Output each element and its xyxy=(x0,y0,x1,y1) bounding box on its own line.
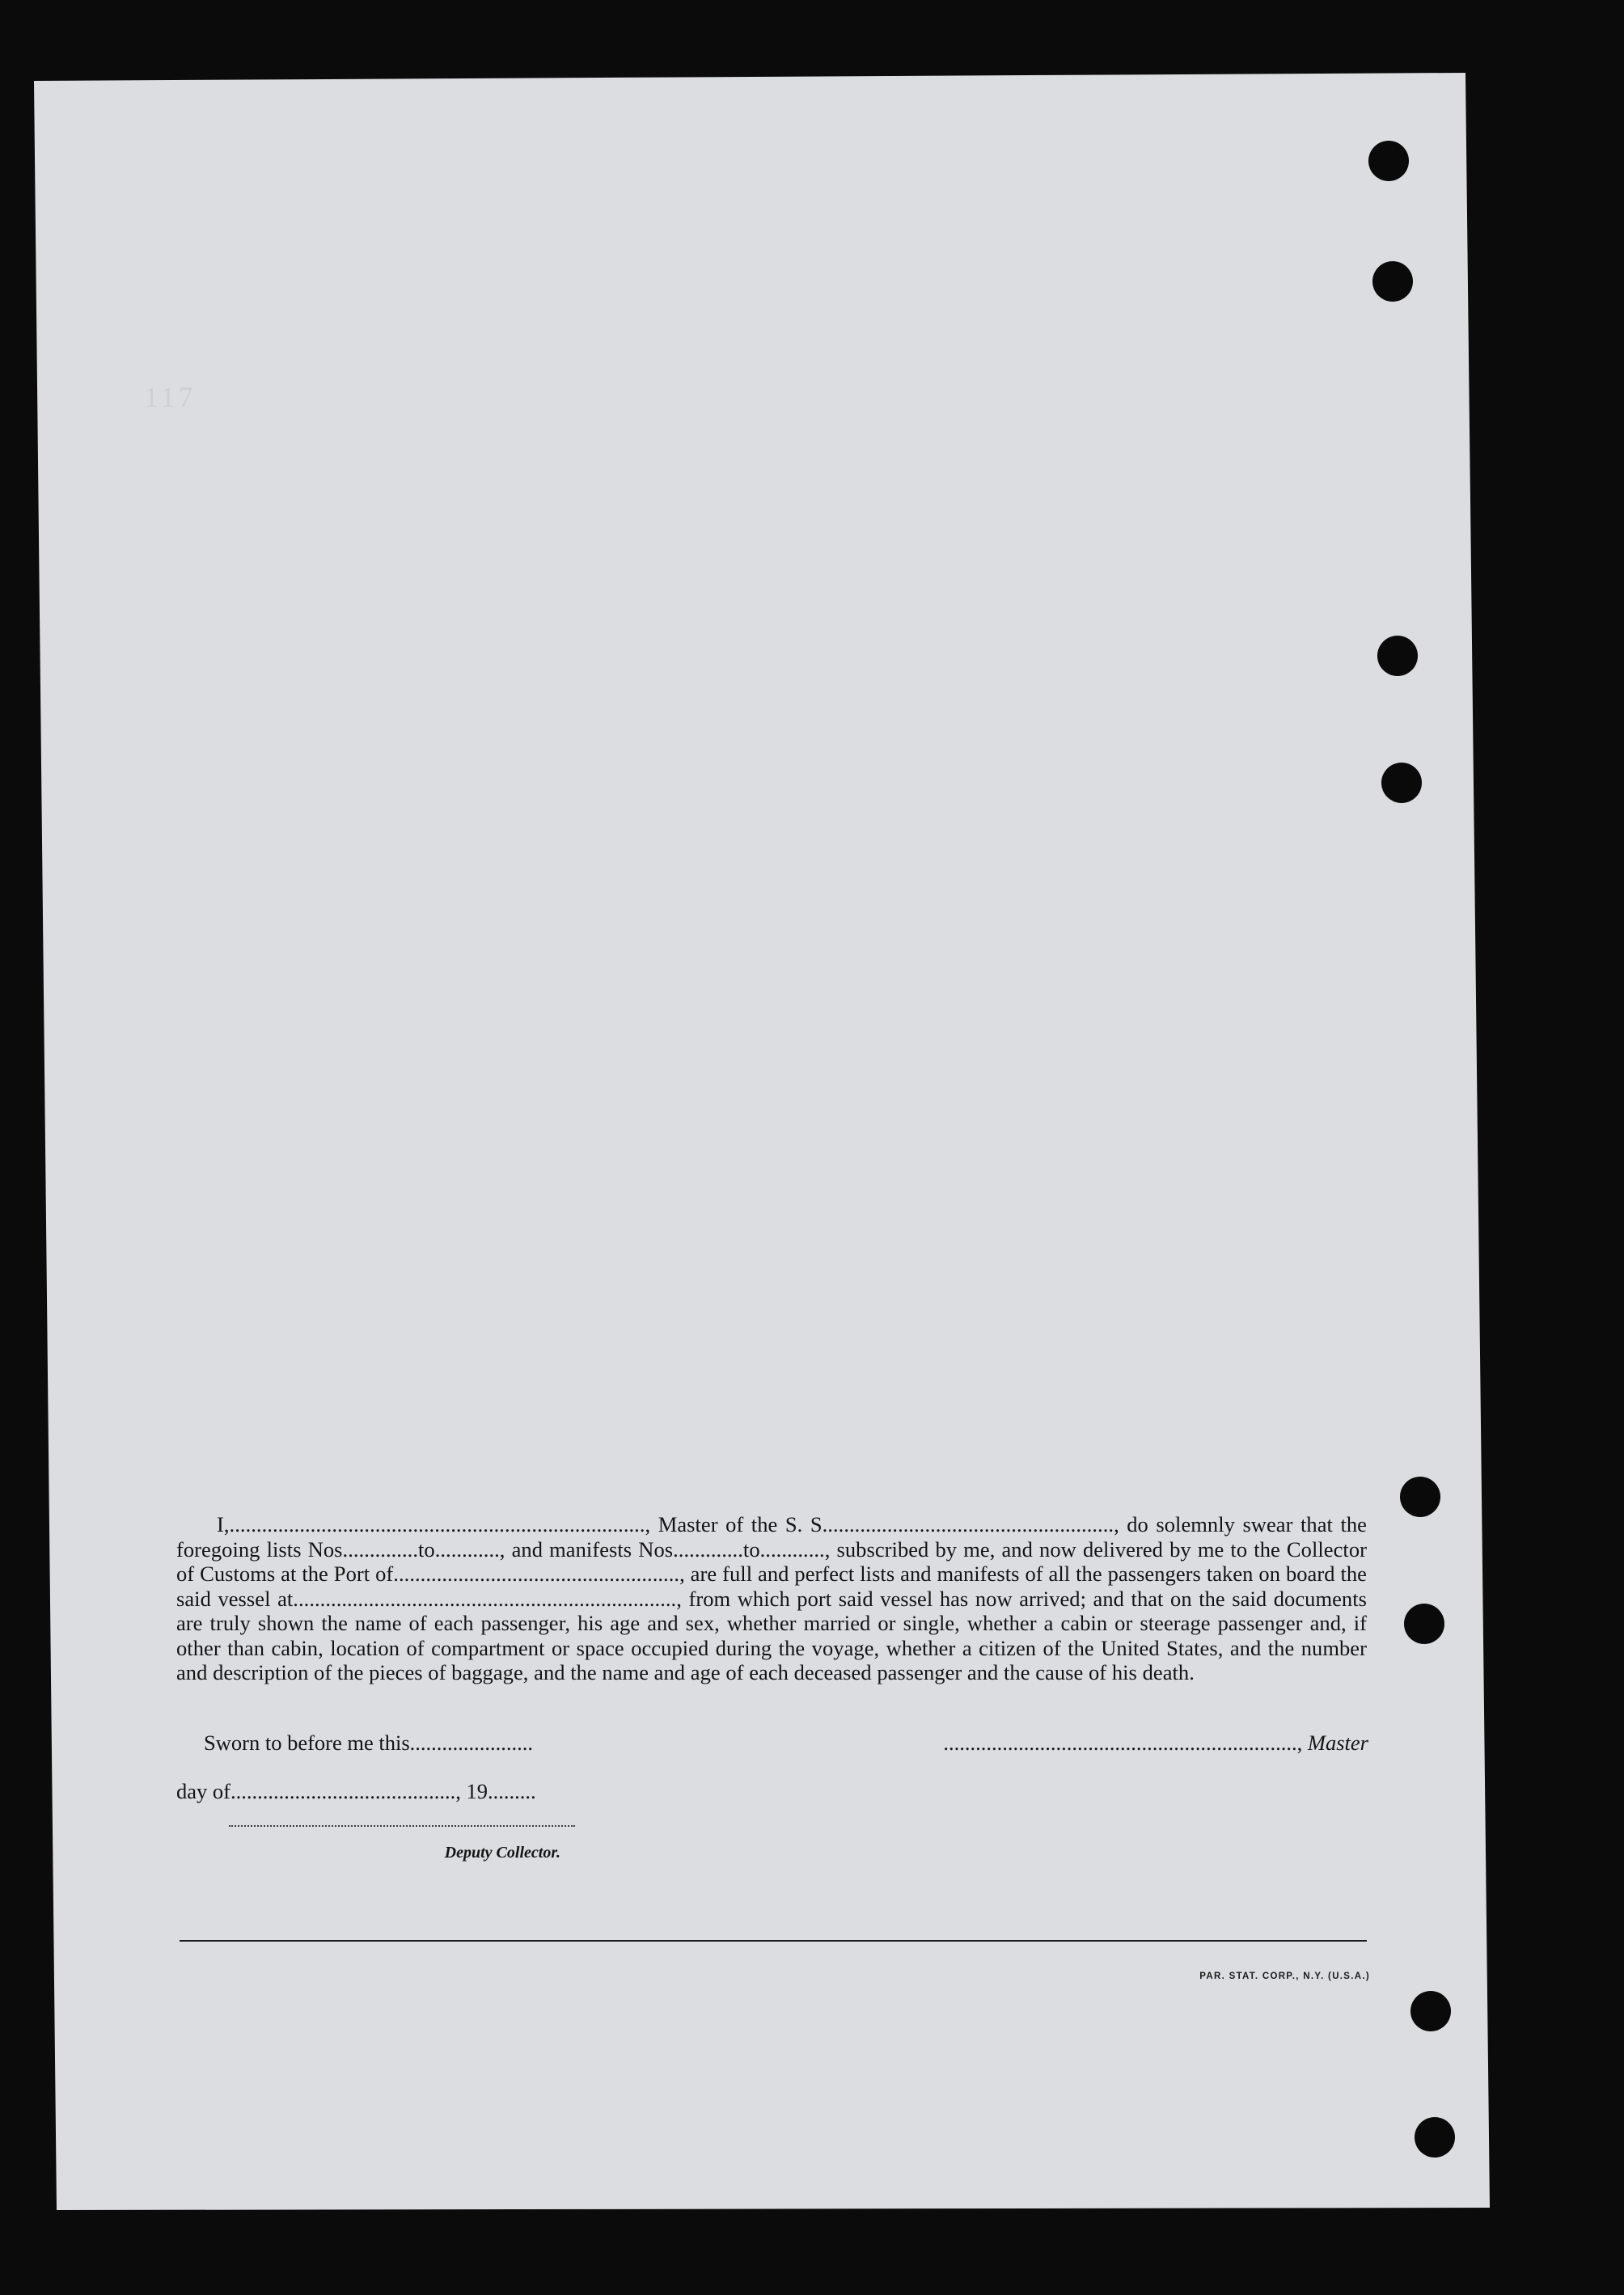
horizontal-rule xyxy=(180,1940,1367,1942)
oath-paragraph: I,............................................................................., Master of the S. S......................................................, do solemnly swear that the foregoing lists Nos..............to............, and manifests Nos.............to............, subscribed by me, and now delivered by me to the Collector of Customs at the Port of....................................................., are full and perfect lists and manifests of all the passengers taken on board the said vessel at......................................................................., from which port said vessel has now arrived; and that on the said documents are truly shown the name of each passenger, his age and sex, whether married or single, whether a cabin or steerage passenger and, if other than cabin, location of compartment or space occupied during the voyage, whether a citizen of the United States, and the number and description of the pieces of baggage, and the name and age of each deceased passenger and the cause of his death. xyxy=(176,1512,1367,1684)
punch-hole xyxy=(1404,1604,1444,1644)
master-title: Master xyxy=(1307,1731,1368,1755)
punch-hole xyxy=(1372,261,1413,302)
punch-hole xyxy=(1410,1991,1451,2031)
date-line: day of.........................................., 19......... xyxy=(176,1779,536,1803)
faint-page-number: 117 xyxy=(144,381,197,413)
punch-hole xyxy=(1377,636,1418,676)
master-signature-dots: .................................................................., xyxy=(943,1731,1303,1755)
sworn-before-line: Sworn to before me this....................... xyxy=(204,1731,534,1755)
punch-hole xyxy=(1368,141,1409,181)
printer-imprint: PAR. STAT. CORP., N.Y. (U.S.A.) xyxy=(1199,1972,1370,1981)
punch-hole xyxy=(1400,1477,1440,1517)
deputy-collector-label: Deputy Collector. xyxy=(444,1844,560,1862)
master-signature-line xyxy=(880,1731,1368,1756)
punch-hole xyxy=(1415,2117,1455,2158)
punch-hole xyxy=(1381,763,1422,803)
deputy-signature-line xyxy=(229,1825,575,1827)
